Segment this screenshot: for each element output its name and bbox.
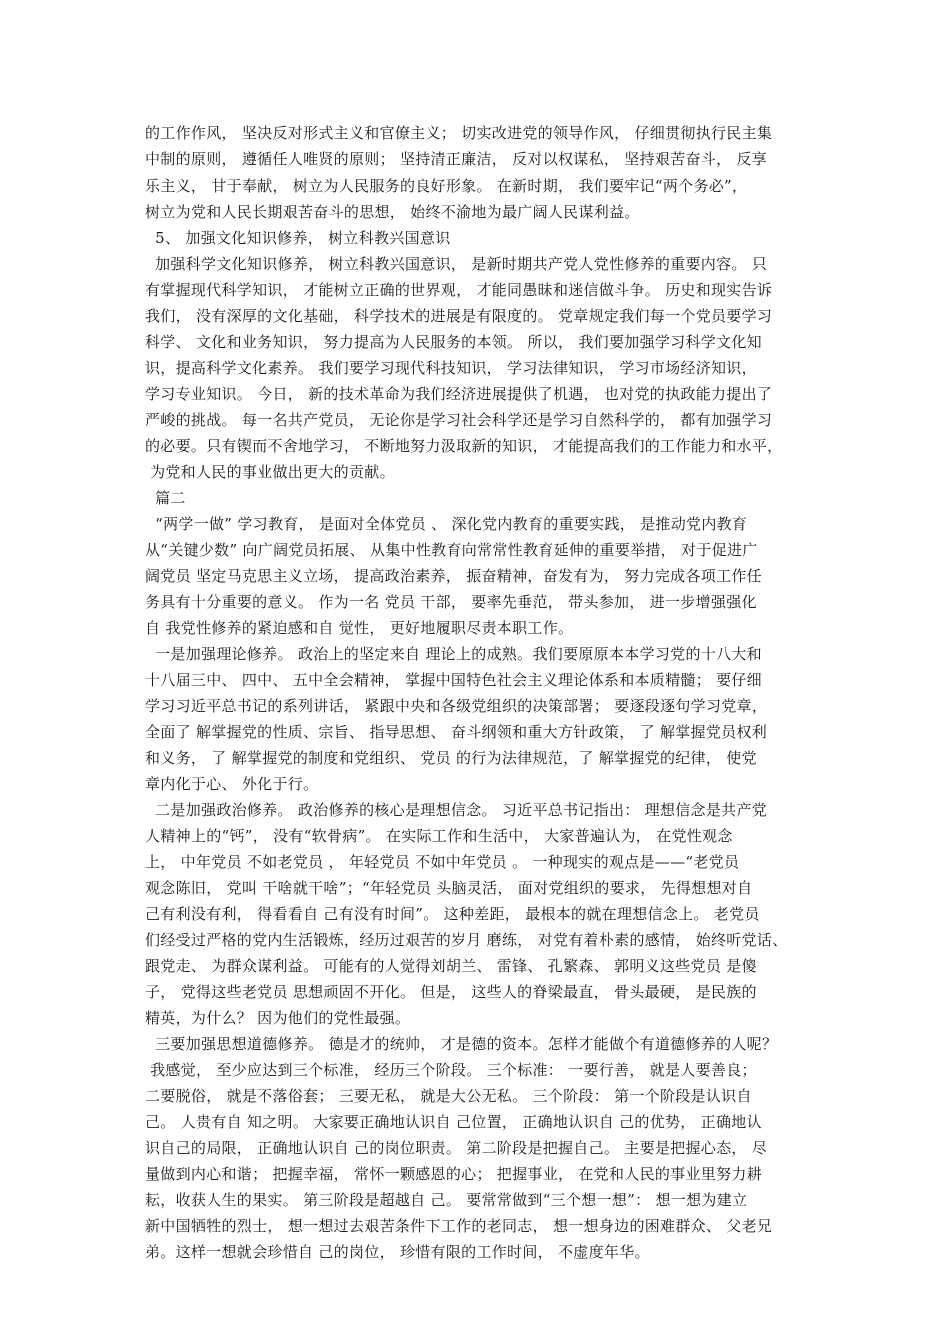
text-line: 我们， 没有深厚的文化基础， 科学技术的进展是有限度的。 党章规定我们每一个党员要学习 [145, 307, 773, 325]
text-line: 的必要。只有锲而不舍地学习， 不断地努力汲取新的知识， 才能提高我们的工作能力和水平， [145, 437, 783, 455]
text-line: 加强科学文化知识修养， 树立科教兴国意识， 是新时期共产党人党性修养的重要内容。 只 [145, 255, 768, 273]
section-heading: 篇二 [145, 489, 186, 507]
text-line: 树立为党和人民长期艰苦奋斗的思想， 始终不渝地为最广阔人民谋利益。 [145, 203, 640, 221]
text-line: 和义务， 了 解掌握党的制度和党组织、 党员 的行为法律规范，了 解掌握党的纪律， 使党 [145, 749, 757, 767]
text-line: 识，提高科学文化素养。 我们要学习现代科技知识， 学习法律知识， 学习市场经济知识， [145, 359, 757, 377]
text-line: 己。 人贵有自 知之明。 大家要正确地认识自 己位置， 正确地认识自 己的优势， 正确地认 [145, 1113, 762, 1131]
text-line: 章内化于心、 外化于行。 [145, 775, 319, 793]
text-line: 子， 党得这些老党员 思想顽固不开化。 但是， 这些人的脊梁最直， 骨头最硬， 是民族的 [145, 983, 757, 1001]
text-line: 人精神上的“钙”， 没有“软骨病”。 在实际工作和生活中， 大家普遍认为， 在党性观念 [145, 827, 733, 845]
text-line: 严峻的挑战。 每一名共产党员， 无论你是学习社会科学还是学习自然科学的， 都有加强学习 [145, 411, 773, 429]
text-line: 二要脱俗， 就是不落俗套； 三要无私， 就是大公无私。 三个阶段： 第一个阶段是认识自 [145, 1087, 752, 1105]
text-line: 量做到内心和谐； 把握幸福， 常怀一颗感恩的心； 把握事业， 在党和人民的事业里努力耕 [145, 1165, 762, 1183]
text-line: 全面了 解掌握党的性质、宗旨、 指导思想、 奋斗纲领和重大方针政策， 了 解掌握党员权利 [145, 723, 768, 741]
text-line: 科学、 文化和业务知识， 努力提高为人民服务的本领。 所以， 我们要加强学习科学文化知 [145, 333, 762, 351]
text-line: 十八届三中、 四中、 五中全会精神， 掌握中国特色社会主义理论体系和本质精髓； 要仔细 [145, 671, 762, 689]
text-line: 观念陈旧， 党叫 干啥就干啥”；“年轻党员 头脑灵活， 面对党组织的要求， 先得想想对自 [145, 879, 753, 897]
text-line: 弟。这样一想就会珍惜自 己的岗位， 珍惜有限的工作时间， 不虚度年华。 [145, 1243, 650, 1261]
text-line: 耘，收获人生的果实。 第三阶段是超越自 己。 要常常做到“三个想一想”： 想一想为建立 [145, 1191, 748, 1209]
text-line: 为党和人民的事业做出更大的贡献。 [145, 463, 395, 481]
text-line: 一是加强理论修养。 政治上的坚定来自 理论上的成熟。我们要原原本本学习党的十八大和 [145, 645, 762, 663]
section-heading: 5、 加强文化知识修养， 树立科教兴国意识 [145, 229, 451, 247]
text-line: 跟党走、 为群众谋利益。 可能有的人觉得刘胡兰、 雷锋、 孔繁森、 郭明义这些党员 是傻 [145, 957, 757, 975]
text-line: 精英，为什么？ 因为他们的党性最强。 [145, 1009, 411, 1027]
text-line: 己有利没有利， 得看看自 己有没有时间”。 这种差距， 最根本的就在理想信念上。 老党员 [145, 905, 760, 923]
text-line: 识自己的局限， 正确地认识自 己的岗位职责。 第二阶段是把握自己。 主要是把握心态， 尽 [145, 1139, 768, 1157]
text-line: 们经受过严格的党内生活锻炼，经历过艰苦的岁月 磨练， 对党有着朴素的感情， 始终听党话、 [145, 931, 788, 949]
text-line: 务具有十分重要的意义。 作为一名 党员 干部， 要率先垂范， 带头参加， 进一步增强强化 [145, 593, 757, 611]
text-line: 学习习近平总书记的系列讲话， 紧跟中央和各级党组织的决策部署； 要逐段逐句学习党章， [145, 697, 768, 715]
text-line: 我感觉， 至少应达到三个标准， 经历三个阶段。 三个标准： 一要行善， 就是人要善良； [145, 1061, 757, 1079]
text-line: 自 我党性修养的紧迫感和自 觉性， 更好地履职尽责本职工作。 [145, 619, 574, 637]
text-line: 的工作作风， 坚决反对形式主义和官僚主义； 切实改进党的领导作风， 仔细贯彻执行民主集 [145, 124, 773, 142]
text-line: 中制的原则， 遵循任人唯贤的原则； 坚持清正廉洁， 反对以权谋私， 坚持艰苦奋斗， 反享 [145, 150, 768, 168]
text-line: 从“关键少数” 向广阔党员拓展、 从集中性教育向常常性教育延伸的重要举措， 对于促进广 [145, 541, 758, 559]
text-line: 上， 中年党员 不如老党员 ， 年轻党员 不如中年党员 。 一种现实的观点是——“老党员 [145, 853, 740, 871]
text-line: 新中国牺牲的烈士， 想一想过去艰苦条件下工作的老同志， 想一想身边的困难群众、 父老兄 [145, 1217, 773, 1235]
text-line: 阔党员 坚定马克思主义立场， 提高政治素养， 振奋精神，奋发有为， 努力完成各项工作任 [145, 567, 762, 585]
text-line: “两学一做” 学习教育， 是面对全体党员 、 深化党内教育的重要实践， 是推动党内教育 [145, 515, 748, 533]
text-line: 有掌握现代科学知识， 才能树立正确的世界观， 才能同愚昧和迷信做斗争。 历史和现实告诉 [145, 281, 773, 299]
text-line: 三要加强思想道德修养。 德是才的统帅， 才是德的资本。怎样才能做个有道德修养的人呢？ [145, 1035, 778, 1053]
text-line: 乐主义， 甘于奉献， 树立为人民服务的良好形象。 在新时期， 我们要牢记“两个务必”， [145, 177, 748, 195]
text-line: 学习专业知识。 今日， 新的技术革命为我们经济进展提供了机遇， 也对党的执政能力提出了 [145, 385, 773, 403]
text-line: 二是加强政治修养。 政治修养的核心是理想信念。 习近平总书记指出： 理想信念是共产党 [145, 801, 768, 819]
